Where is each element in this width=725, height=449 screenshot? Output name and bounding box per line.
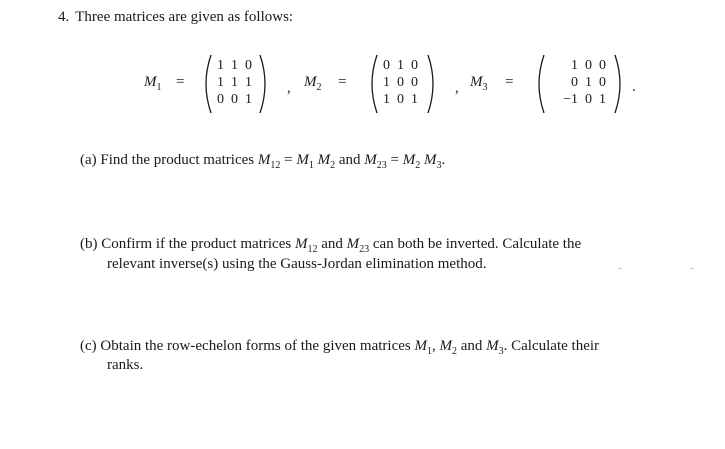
math-m1: $M_1$ [296,152,314,171]
part-a-end: . [441,152,446,168]
math-m2: $M_2$ [402,152,421,171]
equals-sign: = [505,74,514,90]
matrix-cell: 1 [383,75,390,90]
part-b-line1 [80,236,581,255]
matrix-cell: 0 [397,92,404,107]
scan-artifact [690,268,694,269]
matrix-cell: 1 [245,92,252,107]
part-b-text: Confirm if the product matrices [101,236,292,252]
matrix-cell: 0 [411,58,418,73]
math-m1: $M_1$ [414,338,432,357]
math-m3: $M_3$ [486,338,504,357]
right-paren [614,54,626,114]
matrix-cell: 0 [397,75,404,90]
right-paren [259,54,271,114]
matrix-label-m2: $M_2$ [304,74,322,93]
matrix-cell: 0 [599,58,606,73]
matrix-cell: 0 [585,58,592,73]
part-a [80,152,445,171]
part-c-and: and [460,338,483,354]
math-m23: $M_{23}$ [346,236,370,255]
matrix-cell: 1 [599,92,606,107]
math-m12: $M_{12}$ [294,236,318,255]
matrix-label-m3: $M_3$ [470,74,488,93]
part-b-text-cont: can both be inverted. Calculate the [372,236,582,252]
matrix-cell: −1 [563,92,578,107]
problem-number: 4. [58,9,70,25]
comma: , [431,338,436,354]
part-b-and: and [321,236,343,252]
matrix-cell: 0 [571,75,578,90]
matrix-cell: 1 [411,92,418,107]
matrix-m1 [210,57,252,108]
math-m3: $M_3$ [423,152,442,171]
matrix-cell: 1 [231,58,238,73]
matrix-cell: 0 [411,75,418,90]
matrix-cell: 0 [217,92,224,107]
matrix-cell: 1 [383,92,390,107]
comma: , [287,80,291,96]
part-a-marker: (a) [80,152,97,168]
matrix-cell: 1 [217,75,224,90]
math-m2: $M_2$ [317,152,336,171]
part-b-marker: (b) [80,236,98,252]
matrix-cell: 1 [245,75,252,90]
matrix-m2 [376,57,418,108]
math-m12: $M_{12}$ [257,152,281,171]
left-paren [533,54,545,114]
part-c-marker: (c) [80,338,97,354]
part-a-text: Find the product matrices [100,152,255,168]
matrix-cell: 1 [397,58,404,73]
part-c-text-cont: . Calculate their [503,338,600,354]
matrix-cell: 0 [231,92,238,107]
comma: , [455,80,459,96]
part-b-line2: relevant inverse(s) using the Gauss-Jordan elimination method. [107,256,487,272]
matrix-definitions [0,52,725,122]
equals-sign: = [390,152,399,168]
matrix-cell: 1 [571,58,578,73]
matrix-cell: 0 [383,58,390,73]
math-m23: $M_{23}$ [364,152,387,171]
math-m2: $M_2$ [439,338,457,357]
matrix-cell: 1 [585,75,592,90]
matrix-label-m1: $M_1$ [144,74,162,93]
matrix-cell: 0 [585,92,592,107]
matrix-cell: 1 [231,75,238,90]
period: . [632,79,636,95]
part-c-line2: ranks. [107,357,144,373]
matrix-cell: 0 [245,58,252,73]
matrix-cell: 0 [599,75,606,90]
equals-sign: = [176,74,185,90]
equals-sign: = [284,152,293,168]
part-a-and: and [338,152,361,168]
part-c-text: Obtain the row-echelon forms of the given matrices [100,338,411,354]
intro-text: Three matrices are given as follows: [75,9,294,25]
equals-sign: = [338,74,347,90]
right-paren [427,54,439,114]
matrix-cell: 1 [217,58,224,73]
problem-intro [58,9,293,26]
part-c-line1 [80,338,599,357]
scan-artifact [618,268,622,269]
matrix-m3 [558,57,606,108]
